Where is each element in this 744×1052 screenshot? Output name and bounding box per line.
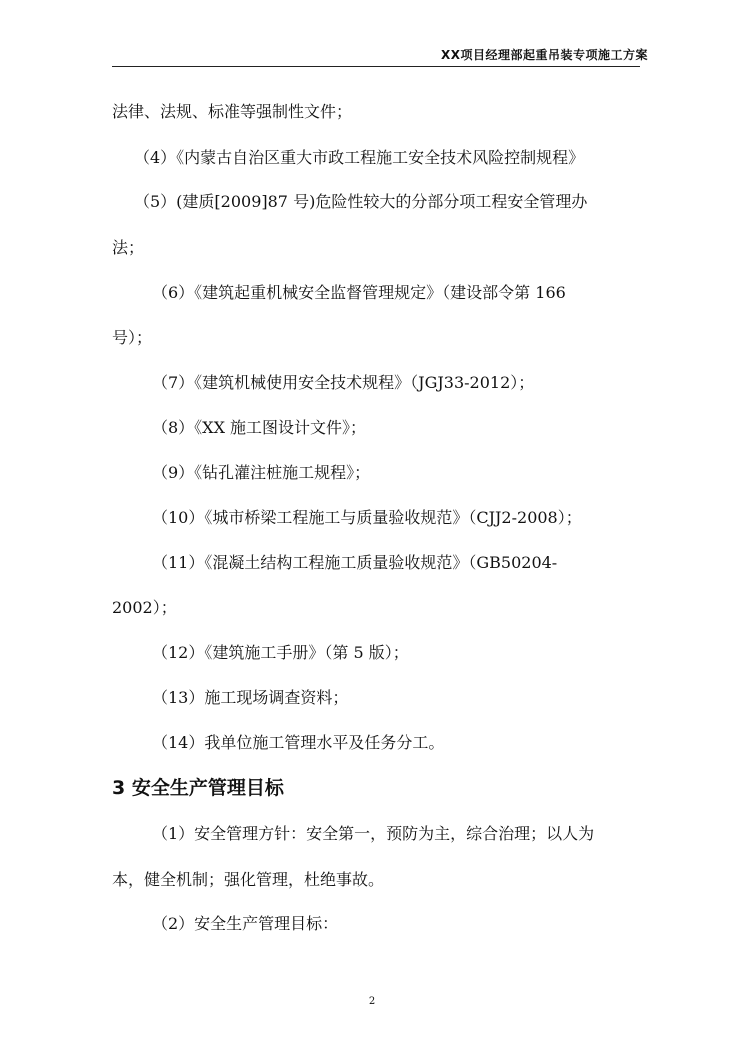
page-number: 2 [368,996,376,1007]
paragraph-line: （1）安全管理方针：安全第一，预防为主，综合治理；以人为 [152,824,595,843]
section-heading: 3 安全生产管理目标 [112,777,284,799]
paragraph-line: 2002）； [112,598,177,617]
header-rule [112,66,640,67]
paragraph-line: 号）； [112,328,153,347]
paragraph-line: （8）《XX 施工图设计文件》； [152,418,367,437]
paragraph-line: （14）我单位施工管理水平及任务分工。 [152,733,445,752]
paragraph-line: 本，健全机制；强化管理，杜绝事故。 [112,870,385,889]
paragraph-line: （5）(建质[2009]87 号)危险性较大的分部分项工程安全管理办 [134,192,588,211]
paragraph-line: （12）《建筑施工手册》（第 5 版）； [152,643,409,662]
paragraph-line: （7）《建筑机械使用安全技术规程》（JGJ33-2012）； [152,373,535,392]
paragraph-line: （11）《混凝土结构工程施工质量验收规范》（GB50204- [152,553,558,572]
paragraph-line: （9）《钻孔灌注桩施工规程》； [152,463,371,482]
paragraph-line: （4）《内蒙古自治区重大市政工程施工安全技术风险控制规程》 [134,148,585,167]
paragraph-line: 法； [112,238,145,257]
paragraph-line: （10）《城市桥梁工程施工与质量验收规范》（CJJ2-2008）； [152,508,582,527]
paragraph-line: 法律、法规、标准等强制性文件； [112,102,353,121]
paragraph-line: （13）施工现场调查资料； [152,688,349,707]
paragraph-line: （2）安全生产管理目标： [152,914,339,933]
paragraph-line: （6）《建筑起重机械安全监督管理规定》（建设部令第 166 [152,283,566,302]
header-title: XX项目经理部起重吊装专项施工方案 [440,48,648,62]
